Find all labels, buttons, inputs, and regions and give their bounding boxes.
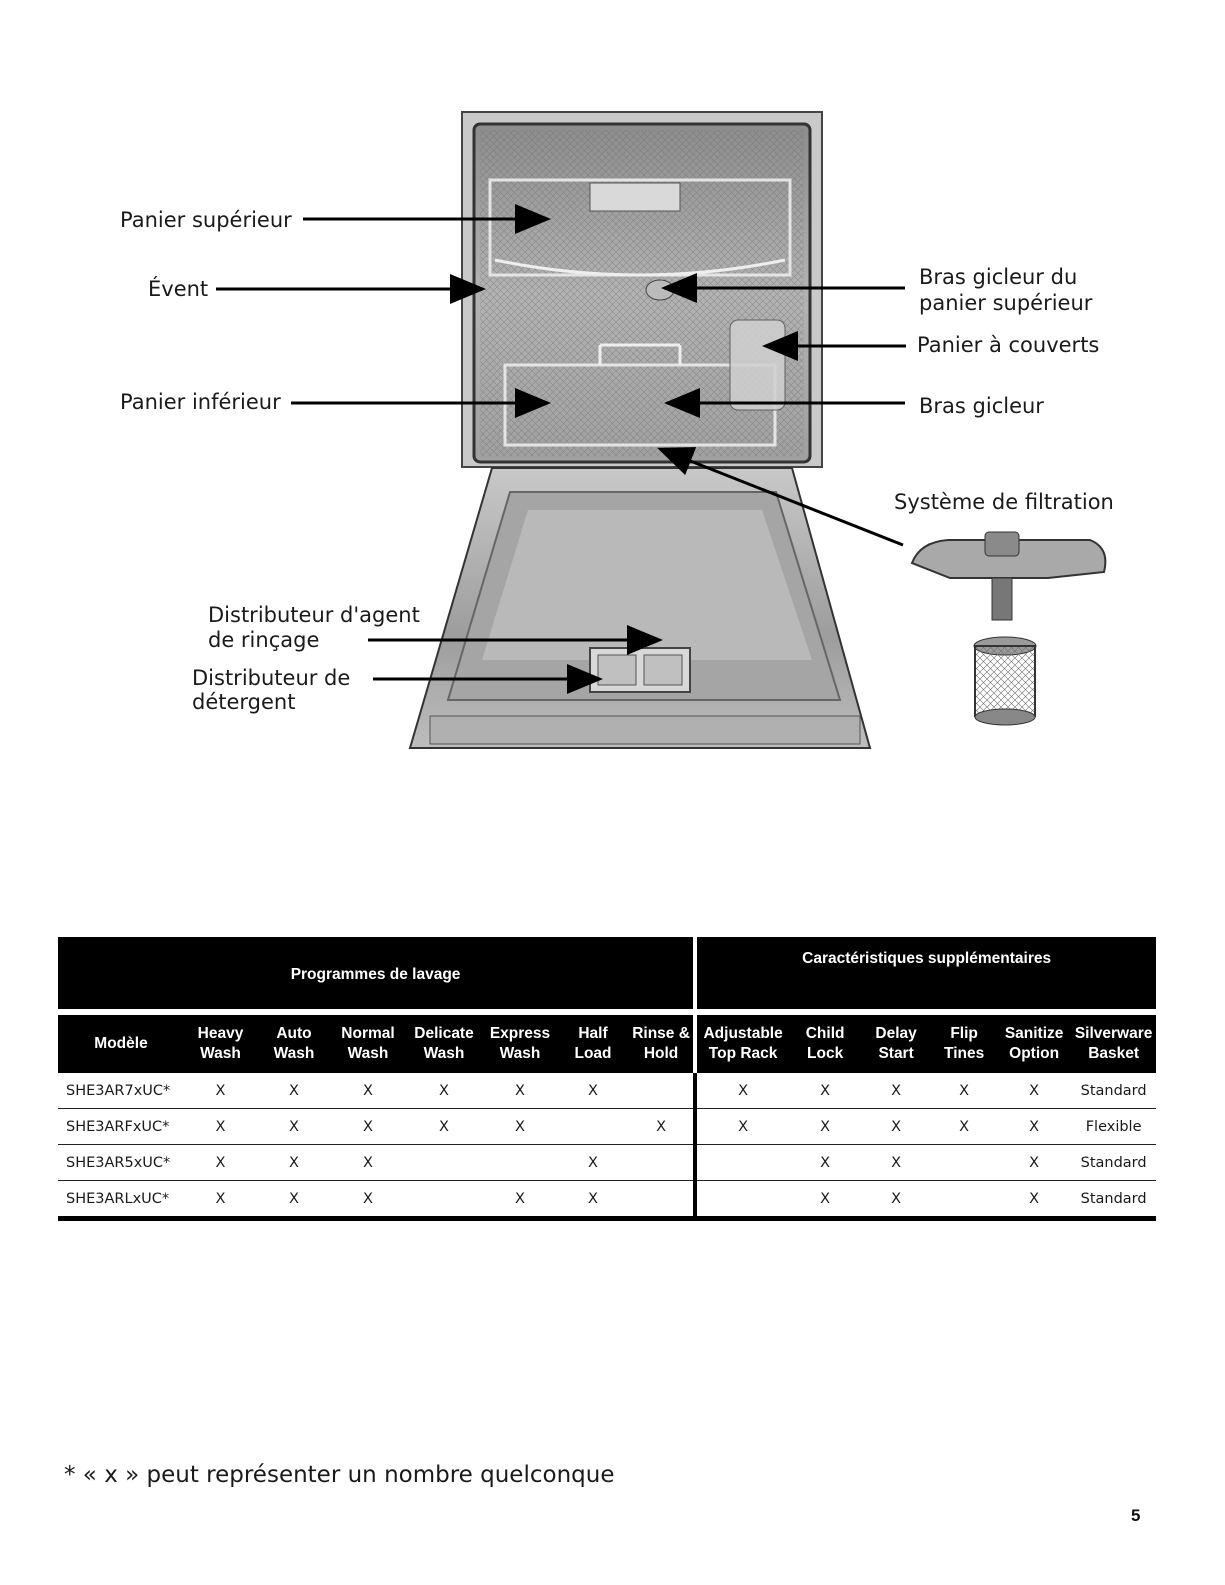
- table-cell: X: [257, 1073, 331, 1109]
- table-cell: X: [184, 1145, 257, 1181]
- table-cell: X: [257, 1145, 331, 1181]
- table-cell: X: [997, 1109, 1071, 1145]
- table-cell: X: [184, 1109, 257, 1145]
- table-cell: X: [557, 1181, 629, 1219]
- table-cell: [629, 1073, 695, 1109]
- model-cell: SHE3AR7xUC*: [58, 1073, 184, 1109]
- table-cell: X: [483, 1109, 557, 1145]
- table-cell: Standard: [1071, 1145, 1156, 1181]
- column-header: Delicate Wash: [405, 1015, 483, 1073]
- table-cell: X: [405, 1109, 483, 1145]
- table-cell: [695, 1145, 789, 1181]
- table-cell: [695, 1181, 789, 1219]
- column-header: Rinse & Hold: [629, 1015, 695, 1073]
- model-features-table: [58, 937, 1156, 1221]
- column-header: Child Lock: [789, 1015, 861, 1073]
- table-cell: X: [997, 1181, 1071, 1219]
- label-detergent-dispenser-line2: détergent: [192, 690, 296, 714]
- table-cell: X: [931, 1073, 997, 1109]
- table-cell: [405, 1145, 483, 1181]
- table-cell: X: [405, 1073, 483, 1109]
- table-cell: Standard: [1071, 1073, 1156, 1109]
- table-cell: X: [257, 1109, 331, 1145]
- label-lower-rack: Panier inférieur: [120, 390, 281, 414]
- table-cell: X: [257, 1181, 331, 1219]
- table-cell: Flexible: [1071, 1109, 1156, 1145]
- table-cell: X: [331, 1109, 405, 1145]
- table-cell: X: [331, 1181, 405, 1219]
- table-cell: X: [331, 1145, 405, 1181]
- table-cell: X: [931, 1109, 997, 1145]
- column-header: Delay Start: [861, 1015, 931, 1073]
- label-filter-system: Système de filtration: [894, 490, 1114, 514]
- model-cell: SHE3ARFxUC*: [58, 1109, 184, 1145]
- table-cell: X: [789, 1145, 861, 1181]
- column-header: Heavy Wash: [184, 1015, 257, 1073]
- table-cell: [629, 1145, 695, 1181]
- table-cell: Standard: [1071, 1181, 1156, 1219]
- column-header: Adjustable Top Rack: [695, 1015, 789, 1073]
- table-cell: X: [789, 1181, 861, 1219]
- model-cell: SHE3ARLxUC*: [58, 1181, 184, 1219]
- table-cell: X: [861, 1109, 931, 1145]
- column-header: Half Load: [557, 1015, 629, 1073]
- table-cell: X: [629, 1109, 695, 1145]
- table-cell: X: [557, 1073, 629, 1109]
- group-header-programs: [58, 937, 695, 1009]
- group-header-programs-label: Programmes de lavage: [290, 966, 461, 983]
- label-spray-arm: Bras gicleur: [919, 394, 1044, 418]
- column-header: Normal Wash: [331, 1015, 405, 1073]
- column-header: Auto Wash: [257, 1015, 331, 1073]
- table-row: [58, 1145, 1156, 1181]
- filter-system-illustration: [912, 532, 1105, 725]
- table-cell: [931, 1145, 997, 1181]
- group-header-features-label: Caractéristiques supplémentaires: [802, 950, 1052, 967]
- table-row: [58, 1109, 1156, 1145]
- label-upper-rack: Panier supérieur: [120, 208, 292, 232]
- table-cell: [405, 1181, 483, 1219]
- table-cell: X: [861, 1145, 931, 1181]
- label-upper-spray-arm-line2: panier supérieur: [919, 291, 1093, 315]
- table-cell: [483, 1145, 557, 1181]
- table-row: [58, 1073, 1156, 1109]
- label-rinse-dispenser-line2: de rinçage: [208, 628, 320, 652]
- table-cell: X: [997, 1073, 1071, 1109]
- table-cell: [629, 1181, 695, 1219]
- label-vent: Évent: [148, 277, 209, 301]
- column-header: Express Wash: [483, 1015, 557, 1073]
- table-cell: X: [184, 1073, 257, 1109]
- label-silverware-basket: Panier à couverts: [917, 333, 1100, 357]
- table-cell: X: [695, 1109, 789, 1145]
- label-rinse-dispenser-line1: Distributeur d'agent: [208, 603, 420, 627]
- label-detergent-dispenser-line1: Distributeur de: [192, 666, 351, 690]
- table-cell: [557, 1109, 629, 1145]
- table-cell: X: [997, 1145, 1071, 1181]
- dishwasher-photo: [410, 112, 870, 748]
- column-header-row: [58, 1015, 1156, 1073]
- column-header: Modèle: [58, 1015, 184, 1073]
- table-row: [58, 1181, 1156, 1219]
- table-cell: X: [861, 1073, 931, 1109]
- table-cell: X: [483, 1073, 557, 1109]
- table-cell: X: [789, 1073, 861, 1109]
- table-cell: X: [184, 1181, 257, 1219]
- group-header-features: [695, 937, 1156, 1009]
- model-cell: SHE3AR5xUC*: [58, 1145, 184, 1181]
- table-cell: X: [483, 1181, 557, 1219]
- table-cell: X: [861, 1181, 931, 1219]
- table-cell: X: [331, 1073, 405, 1109]
- table-cell: [931, 1181, 997, 1219]
- footnote: * « x » peut représenter un nombre quelconque: [64, 1462, 615, 1488]
- label-upper-spray-arm-line1: Bras gicleur du: [919, 265, 1078, 289]
- column-header: Flip Tines: [931, 1015, 997, 1073]
- column-header: Silverware Basket: [1071, 1015, 1156, 1073]
- table-cell: X: [557, 1145, 629, 1181]
- column-header: Sanitize Option: [997, 1015, 1071, 1073]
- table-cell: X: [789, 1109, 861, 1145]
- table-cell: X: [695, 1073, 789, 1109]
- page-number: 5: [1131, 1506, 1141, 1525]
